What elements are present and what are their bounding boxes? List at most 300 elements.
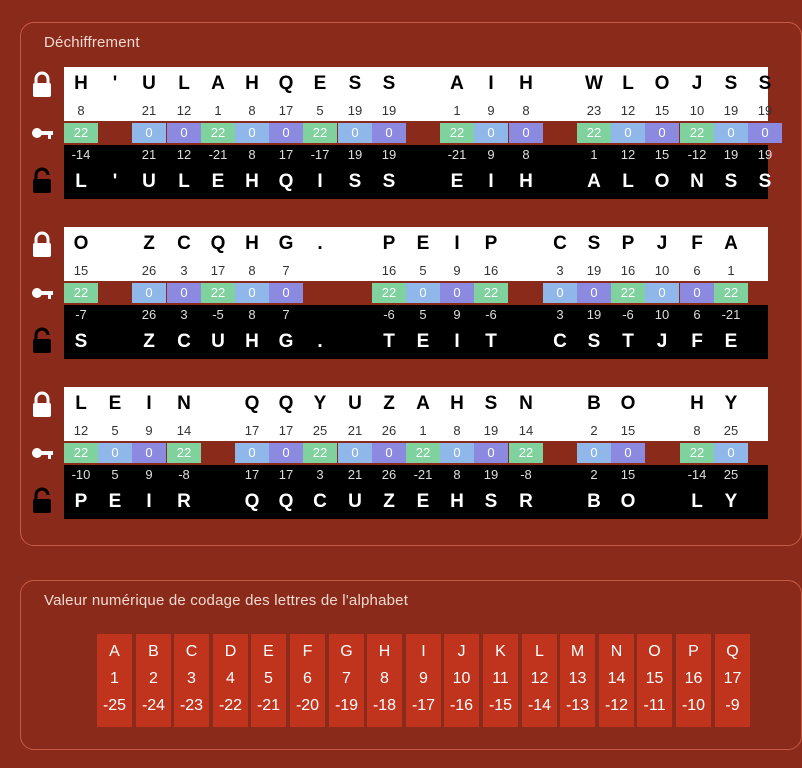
cipher-number: 19: [757, 103, 773, 118]
alphabet-letter: A: [109, 643, 120, 660]
alphabet-negative-value: -21: [256, 697, 281, 714]
key-cell[interactable]: 22: [167, 443, 201, 463]
plain-letter: H: [450, 491, 464, 512]
shift-number: -6: [383, 307, 395, 322]
shift-row: [64, 465, 768, 485]
key-cell[interactable]: 22: [440, 123, 474, 143]
key-cell[interactable]: 0: [338, 123, 372, 143]
key-cell[interactable]: 0: [645, 123, 679, 143]
plain-letter: C: [313, 491, 327, 512]
shift-number: 6: [693, 307, 701, 322]
shift-number: 10: [654, 307, 670, 322]
alphabet-card: [136, 634, 171, 727]
shift-row: [64, 145, 773, 165]
key-cell[interactable]: 0: [440, 283, 474, 303]
key-row: [64, 121, 768, 145]
cipher-letter: H: [245, 233, 259, 254]
alphabet-letter: Q: [726, 643, 739, 660]
cipher-letter: H: [519, 73, 533, 94]
shift-number: -12: [687, 147, 707, 162]
key-cell[interactable]: 0: [440, 443, 474, 463]
cipher-letter: A: [416, 393, 430, 414]
cipher-number: 17: [278, 103, 294, 118]
key-cell[interactable]: 0: [372, 123, 406, 143]
key-cell[interactable]: 22: [680, 123, 714, 143]
cipher-number: 9: [453, 263, 461, 278]
cipher-number: 8: [248, 263, 256, 278]
shift-number: -6: [622, 307, 634, 322]
key-cell[interactable]: 22: [577, 123, 611, 143]
plain-letter: E: [724, 331, 738, 352]
alphabet-value: 5: [264, 670, 273, 687]
cipher-letter: O: [654, 73, 670, 94]
lock-open-icon: [30, 167, 54, 195]
shift-number: 19: [381, 147, 397, 162]
plain-letter: S: [382, 171, 396, 192]
key-cell[interactable]: 0: [748, 123, 782, 143]
alphabet-letter: O: [648, 643, 661, 660]
alphabet-value: 12: [530, 670, 549, 687]
key-row: [64, 441, 768, 465]
plain-letter: Q: [278, 171, 294, 192]
cipher-number: 25: [312, 423, 328, 438]
key-cell[interactable]: 0: [132, 443, 166, 463]
cipher-number: 3: [180, 263, 188, 278]
plain-letter: R: [177, 491, 191, 512]
cipher-letter: Y: [724, 393, 738, 414]
cipher-letter: J: [691, 73, 703, 94]
plain-letter: Q: [244, 491, 260, 512]
key-cell[interactable]: 0: [577, 443, 611, 463]
plain-letter: E: [108, 491, 122, 512]
cipher-number: 17: [278, 423, 294, 438]
alphabet-card: [367, 634, 402, 727]
shift-number: 17: [244, 467, 260, 482]
cipher-number: 19: [723, 103, 739, 118]
shift-number: 26: [381, 467, 397, 482]
alphabet-letter: C: [185, 643, 198, 660]
alphabet-value: 1: [110, 670, 119, 687]
plain-letter: P: [74, 491, 88, 512]
alphabet-card: [483, 634, 518, 727]
key-cell[interactable]: 0: [680, 283, 714, 303]
cipher-letter: B: [587, 393, 601, 414]
alphabet-value: 8: [380, 670, 389, 687]
plain-letter: S: [74, 331, 88, 352]
cipher-number: 16: [381, 263, 397, 278]
cipher-block: [0, 227, 768, 359]
cipher-row: [64, 387, 768, 421]
alphabet-negative-value: -9: [725, 697, 740, 714]
cipher-number: 15: [654, 103, 670, 118]
alphabet-letter: D: [224, 643, 237, 660]
plain-letter: S: [587, 331, 601, 352]
plain-row: [64, 485, 768, 519]
plain-letter: L: [691, 491, 703, 512]
key-cell[interactable]: 22: [474, 283, 508, 303]
plain-letter: S: [758, 171, 772, 192]
shift-number: 21: [347, 467, 363, 482]
key-cell[interactable]: 0: [372, 443, 406, 463]
cipher-number: 10: [689, 103, 705, 118]
alphabet-letter: H: [378, 643, 391, 660]
cipher-letter: A: [211, 73, 225, 94]
cipher-letter: H: [74, 73, 88, 94]
key-cell[interactable]: 0: [714, 443, 748, 463]
alphabet-negative-value: -15: [488, 697, 513, 714]
cipher-letter: .: [317, 233, 323, 254]
alphabet-title: Valeur numérique de codage des lettres de l'alphabet: [44, 592, 409, 609]
lock-closed-icon: [30, 391, 54, 419]
alphabet-card: [599, 634, 634, 727]
lock-open-icon: [30, 327, 54, 355]
cipher-letter: F: [691, 233, 703, 254]
shift-row: [64, 305, 768, 325]
alphabet-card: [290, 634, 325, 727]
alphabet-letter: L: [535, 643, 544, 660]
alphabet-card: [174, 634, 209, 727]
cipher-letter: W: [585, 73, 603, 94]
plain-letter: I: [317, 171, 323, 192]
key-cell[interactable]: 0: [714, 123, 748, 143]
key-cell[interactable]: 22: [406, 443, 440, 463]
cipher-letter: I: [454, 233, 460, 254]
key-cell[interactable]: 0: [132, 283, 166, 303]
shift-number: 9: [487, 147, 495, 162]
alphabet-letter: F: [302, 643, 313, 660]
shift-number: 3: [316, 467, 324, 482]
key-cell[interactable]: 22: [64, 443, 98, 463]
key-cell[interactable]: 22: [680, 443, 714, 463]
alphabet-value: 17: [723, 670, 742, 687]
cipher-number: 19: [347, 103, 363, 118]
cipher-number: 21: [141, 103, 157, 118]
cipher-letter: L: [75, 393, 87, 414]
shift-number: -21: [413, 467, 433, 482]
cipher-letter: E: [313, 73, 327, 94]
key-cell[interactable]: 22: [303, 443, 337, 463]
plain-letter: L: [75, 171, 87, 192]
alphabet-card: [560, 634, 595, 727]
cipher-number: 2: [590, 423, 598, 438]
plain-letter: R: [519, 491, 533, 512]
key-cell[interactable]: 22: [509, 443, 543, 463]
alphabet-value: 7: [342, 670, 351, 687]
key-cell[interactable]: 0: [611, 123, 645, 143]
alphabet-value: 10: [452, 670, 471, 687]
alphabet-letter: M: [570, 643, 585, 660]
plain-letter: .: [317, 331, 323, 352]
cipher-number: 17: [244, 423, 260, 438]
cipher-letter: G: [278, 233, 294, 254]
key-cell[interactable]: 22: [372, 283, 406, 303]
alphabet-card: [676, 634, 711, 727]
shift-number: 8: [248, 147, 256, 162]
alphabet-letter: E: [263, 643, 274, 660]
shift-number: 1: [590, 147, 598, 162]
plain-letter: A: [587, 171, 601, 192]
alphabet-letter: J: [457, 643, 466, 660]
alphabet-negative-value: -25: [102, 697, 127, 714]
plain-letter: L: [622, 171, 634, 192]
alphabet-letter: N: [610, 643, 623, 660]
cipher-letter: H: [450, 393, 464, 414]
alphabet-negative-value: -23: [179, 697, 204, 714]
cipher-number: 12: [620, 103, 636, 118]
key-cell[interactable]: 0: [167, 123, 201, 143]
alphabet-negative-value: -24: [141, 697, 166, 714]
cipher-number-row: [64, 101, 773, 121]
alphabet-negative-value: -19: [334, 697, 359, 714]
alphabet-card: [97, 634, 132, 727]
key-cell[interactable]: 0: [235, 123, 269, 143]
key-cell[interactable]: 0: [167, 283, 201, 303]
cipher-number: 1: [419, 423, 427, 438]
shift-number: 19: [483, 467, 499, 482]
plain-letter: J: [656, 331, 668, 352]
plain-letter: C: [177, 331, 191, 352]
shift-number: 25: [723, 467, 739, 482]
plain-letter: H: [245, 171, 259, 192]
cipher-letter: U: [142, 73, 156, 94]
cipher-number: 26: [141, 263, 157, 278]
alphabet-card: [213, 634, 248, 727]
key-cell[interactable]: 0: [543, 283, 577, 303]
cipher-number: 16: [620, 263, 636, 278]
key-cell[interactable]: 22: [64, 283, 98, 303]
plain-letter: O: [620, 491, 636, 512]
cipher-letter: Q: [210, 233, 226, 254]
alphabet-negative-value: -17: [411, 697, 436, 714]
cipher-letter: Z: [383, 393, 395, 414]
cipher-number: 1: [453, 103, 461, 118]
shift-number: -7: [75, 307, 87, 322]
shift-number: 19: [347, 147, 363, 162]
key-cell[interactable]: 0: [269, 283, 303, 303]
shift-number: 19: [723, 147, 739, 162]
plain-letter: Y: [724, 491, 738, 512]
cipher-letter: Q: [278, 73, 294, 94]
lock-open-icon: [30, 487, 54, 515]
key-cell[interactable]: 0: [611, 443, 645, 463]
plain-letter: L: [178, 171, 190, 192]
key-cell[interactable]: 0: [509, 123, 543, 143]
plain-letter: U: [348, 491, 362, 512]
alphabet-negative-value: -22: [218, 697, 243, 714]
cipher-row: [64, 227, 768, 261]
plain-letter: T: [485, 331, 497, 352]
shift-number: 12: [176, 147, 192, 162]
cipher-number: 16: [483, 263, 499, 278]
alphabet-negative-value: -20: [295, 697, 320, 714]
key-cell[interactable]: 0: [406, 283, 440, 303]
cipher-number: 26: [381, 423, 397, 438]
plain-letter: B: [587, 491, 601, 512]
alphabet-negative-value: -16: [449, 697, 474, 714]
plain-letter: F: [691, 331, 703, 352]
cipher-letter: J: [656, 233, 668, 254]
key-cell[interactable]: 0: [474, 443, 508, 463]
key-cell[interactable]: 22: [201, 123, 235, 143]
plain-letter: I: [454, 331, 460, 352]
alphabet-negative-value: -13: [565, 697, 590, 714]
cipher-number: 17: [210, 263, 226, 278]
key-cell[interactable]: 22: [714, 283, 748, 303]
plain-letter: S: [724, 171, 738, 192]
key-cell[interactable]: 0: [269, 443, 303, 463]
cipher-number: 1: [727, 263, 735, 278]
cipher-letter: P: [621, 233, 635, 254]
cipher-letter: L: [622, 73, 634, 94]
key-cell[interactable]: 22: [303, 123, 337, 143]
shift-number: -10: [71, 467, 91, 482]
shift-number: -14: [71, 147, 91, 162]
cipher-letter: I: [146, 393, 152, 414]
key-cell[interactable]: 22: [64, 123, 98, 143]
key-cell[interactable]: 22: [201, 283, 235, 303]
cipher-number: 14: [176, 423, 192, 438]
cipher-letter: C: [177, 233, 191, 254]
shift-number: 2: [590, 467, 598, 482]
cipher-letter: P: [484, 233, 498, 254]
key-cell[interactable]: 0: [645, 283, 679, 303]
cipher-letter: N: [519, 393, 533, 414]
alphabet-card: [637, 634, 672, 727]
key-cell[interactable]: 0: [132, 123, 166, 143]
plain-letter: I: [488, 171, 494, 192]
shift-number: 3: [180, 307, 188, 322]
cipher-letter: ': [112, 73, 118, 94]
alphabet-card: [444, 634, 479, 727]
cipher-letter: S: [724, 73, 738, 94]
alphabet-value: 2: [149, 670, 158, 687]
key-cell[interactable]: 0: [235, 443, 269, 463]
cipher-number: 1: [214, 103, 222, 118]
shift-number: 5: [419, 307, 427, 322]
cipher-letter: C: [553, 233, 567, 254]
plain-letter: I: [146, 491, 152, 512]
key-cell[interactable]: 0: [577, 283, 611, 303]
key-cell[interactable]: 0: [235, 283, 269, 303]
cipher-number: 3: [556, 263, 564, 278]
cipher-letter: H: [245, 73, 259, 94]
key-icon: [30, 439, 54, 467]
key-cell[interactable]: 0: [338, 443, 372, 463]
alphabet-card: [406, 634, 441, 727]
plain-letter: U: [142, 171, 156, 192]
cipher-letter: L: [178, 73, 190, 94]
shift-number: 9: [145, 467, 153, 482]
cipher-number: 8: [522, 103, 530, 118]
alphabet-value: 6: [303, 670, 312, 687]
cipher-number: 6: [693, 263, 701, 278]
key-cell[interactable]: 0: [98, 443, 132, 463]
shift-number: -6: [485, 307, 497, 322]
cipher-number: 23: [586, 103, 602, 118]
shift-number: 8: [248, 307, 256, 322]
shift-number: -21: [208, 147, 228, 162]
key-cell[interactable]: 0: [269, 123, 303, 143]
cipher-number-row: [64, 421, 768, 441]
shift-number: 17: [278, 147, 294, 162]
cipher-letter: P: [382, 233, 396, 254]
plain-row: [64, 325, 768, 359]
decipher-title: Déchiffrement: [44, 34, 140, 51]
plain-letter: O: [654, 171, 670, 192]
cipher-number: 15: [620, 423, 636, 438]
shift-number: 3: [556, 307, 564, 322]
alphabet-card: [522, 634, 557, 727]
key-icon: [30, 119, 54, 147]
cipher-number: 19: [381, 103, 397, 118]
alphabet-letter: I: [421, 643, 426, 660]
plain-letter: T: [622, 331, 634, 352]
alphabet-value: 16: [684, 670, 703, 687]
cipher-number: 5: [111, 423, 119, 438]
alphabet-letter: B: [148, 643, 159, 660]
alphabet-letter: G: [340, 643, 353, 660]
key-row: [64, 281, 768, 305]
alphabet-value: 11: [492, 670, 509, 687]
cipher-number: 9: [145, 423, 153, 438]
shift-number: -17: [310, 147, 330, 162]
cipher-letter: A: [450, 73, 464, 94]
plain-row: [64, 165, 772, 199]
cipher-number: 5: [419, 263, 427, 278]
plain-letter: C: [553, 331, 567, 352]
shift-number: 12: [620, 147, 636, 162]
cipher-number: 8: [453, 423, 461, 438]
shift-number: 19: [757, 147, 773, 162]
shift-number: -8: [178, 467, 190, 482]
plain-letter: Q: [278, 491, 294, 512]
cipher-letter: Z: [143, 233, 155, 254]
key-cell[interactable]: 22: [611, 283, 645, 303]
shift-number: 19: [586, 307, 602, 322]
cipher-letter: A: [724, 233, 738, 254]
alphabet-negative-value: -12: [604, 697, 629, 714]
alphabet-negative-value: -14: [527, 697, 552, 714]
plain-letter: H: [245, 331, 259, 352]
cipher-number: 5: [316, 103, 324, 118]
cipher-number: 8: [77, 103, 85, 118]
shift-number: 15: [654, 147, 670, 162]
key-icon: [30, 279, 54, 307]
shift-number: -21: [721, 307, 741, 322]
shift-number: -8: [520, 467, 532, 482]
plain-letter: E: [416, 491, 430, 512]
cipher-letter: S: [382, 73, 396, 94]
cipher-number: 12: [73, 423, 89, 438]
alphabet-negative-value: -11: [643, 697, 666, 714]
shift-number: 26: [141, 307, 157, 322]
plain-letter: Z: [143, 331, 155, 352]
alphabet-negative-value: -10: [681, 697, 706, 714]
cipher-number: 12: [176, 103, 192, 118]
alphabet-card: [715, 634, 750, 727]
shift-number: 15: [620, 467, 636, 482]
lock-closed-icon: [30, 231, 54, 259]
cipher-row: [64, 67, 772, 101]
alphabet-negative-value: -18: [372, 697, 397, 714]
cipher-number: 7: [282, 263, 290, 278]
shift-number: 8: [453, 467, 461, 482]
plain-letter: T: [383, 331, 395, 352]
cipher-number: 15: [73, 263, 89, 278]
cipher-letter: N: [177, 393, 191, 414]
shift-number: -5: [212, 307, 224, 322]
key-cell[interactable]: 0: [474, 123, 508, 143]
